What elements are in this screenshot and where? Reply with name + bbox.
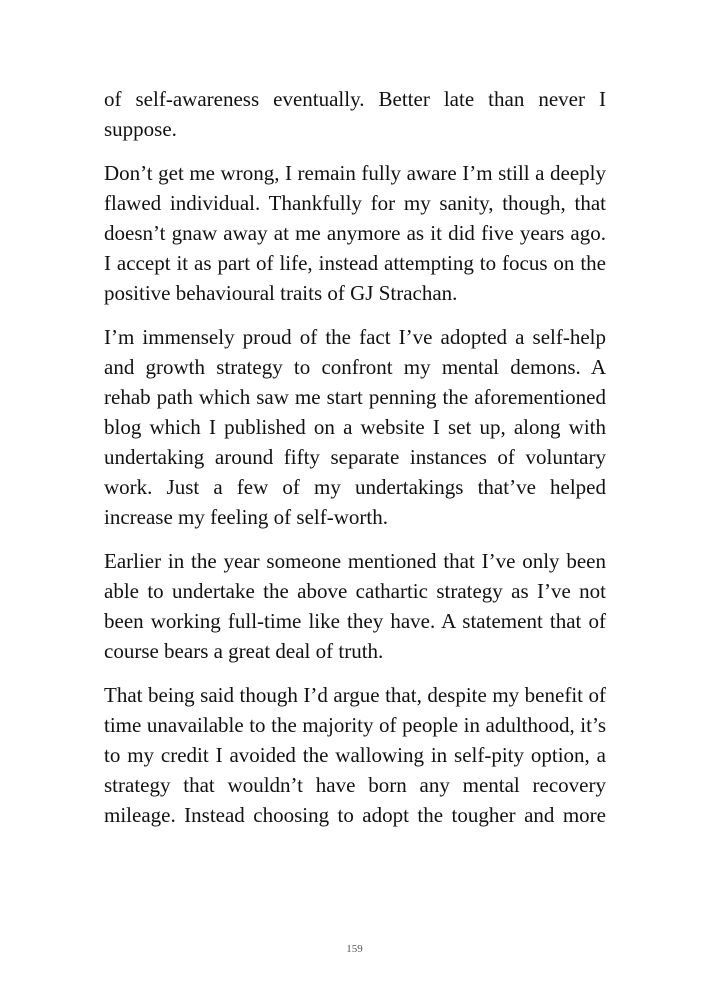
- paragraph-1: of self-awareness eventually. Better late than never I suppose.: [104, 87, 606, 141]
- paragraph-2: Don’t get me wrong, I remain fully aware I’m still a deeply flawed individual. Thankfully for my sanity, though, that doesn’t gnaw away at me anymore as it did five years ago. I accept it as part of life, instead attempting to focus on the positive behavioural traits of GJ Strachan.: [104, 161, 606, 305]
- paragraph-5: That being said though I’d argue that, despite my benefit of time unavailable to the majority of people in adulthood, it’s to my credit I avoided the wallowing in self-pity option, a strategy that wouldn’t have born any mental recovery mileage. Instead choosing to adopt the tougher and more: [104, 683, 606, 827]
- paragraph-4: Earlier in the year someone mentioned that I’ve only been able to undertake the above cathartic strategy as I’ve not been working full-time like they have. A statement that of course bears a great deal of truth.: [104, 549, 606, 663]
- page-number: 159: [346, 943, 363, 955]
- paragraph-3: I’m immensely proud of the fact I’ve adopted a self-help and growth strategy to confront my mental demons. A rehab path which saw me start penning the aforementioned blog which I published on a website I set up, along with undertaking around fifty separate instances of voluntary work. Just a few of my undertakings that’ve helped increase my feeling of self-worth.: [104, 325, 606, 529]
- page-body: [104, 84, 606, 844]
